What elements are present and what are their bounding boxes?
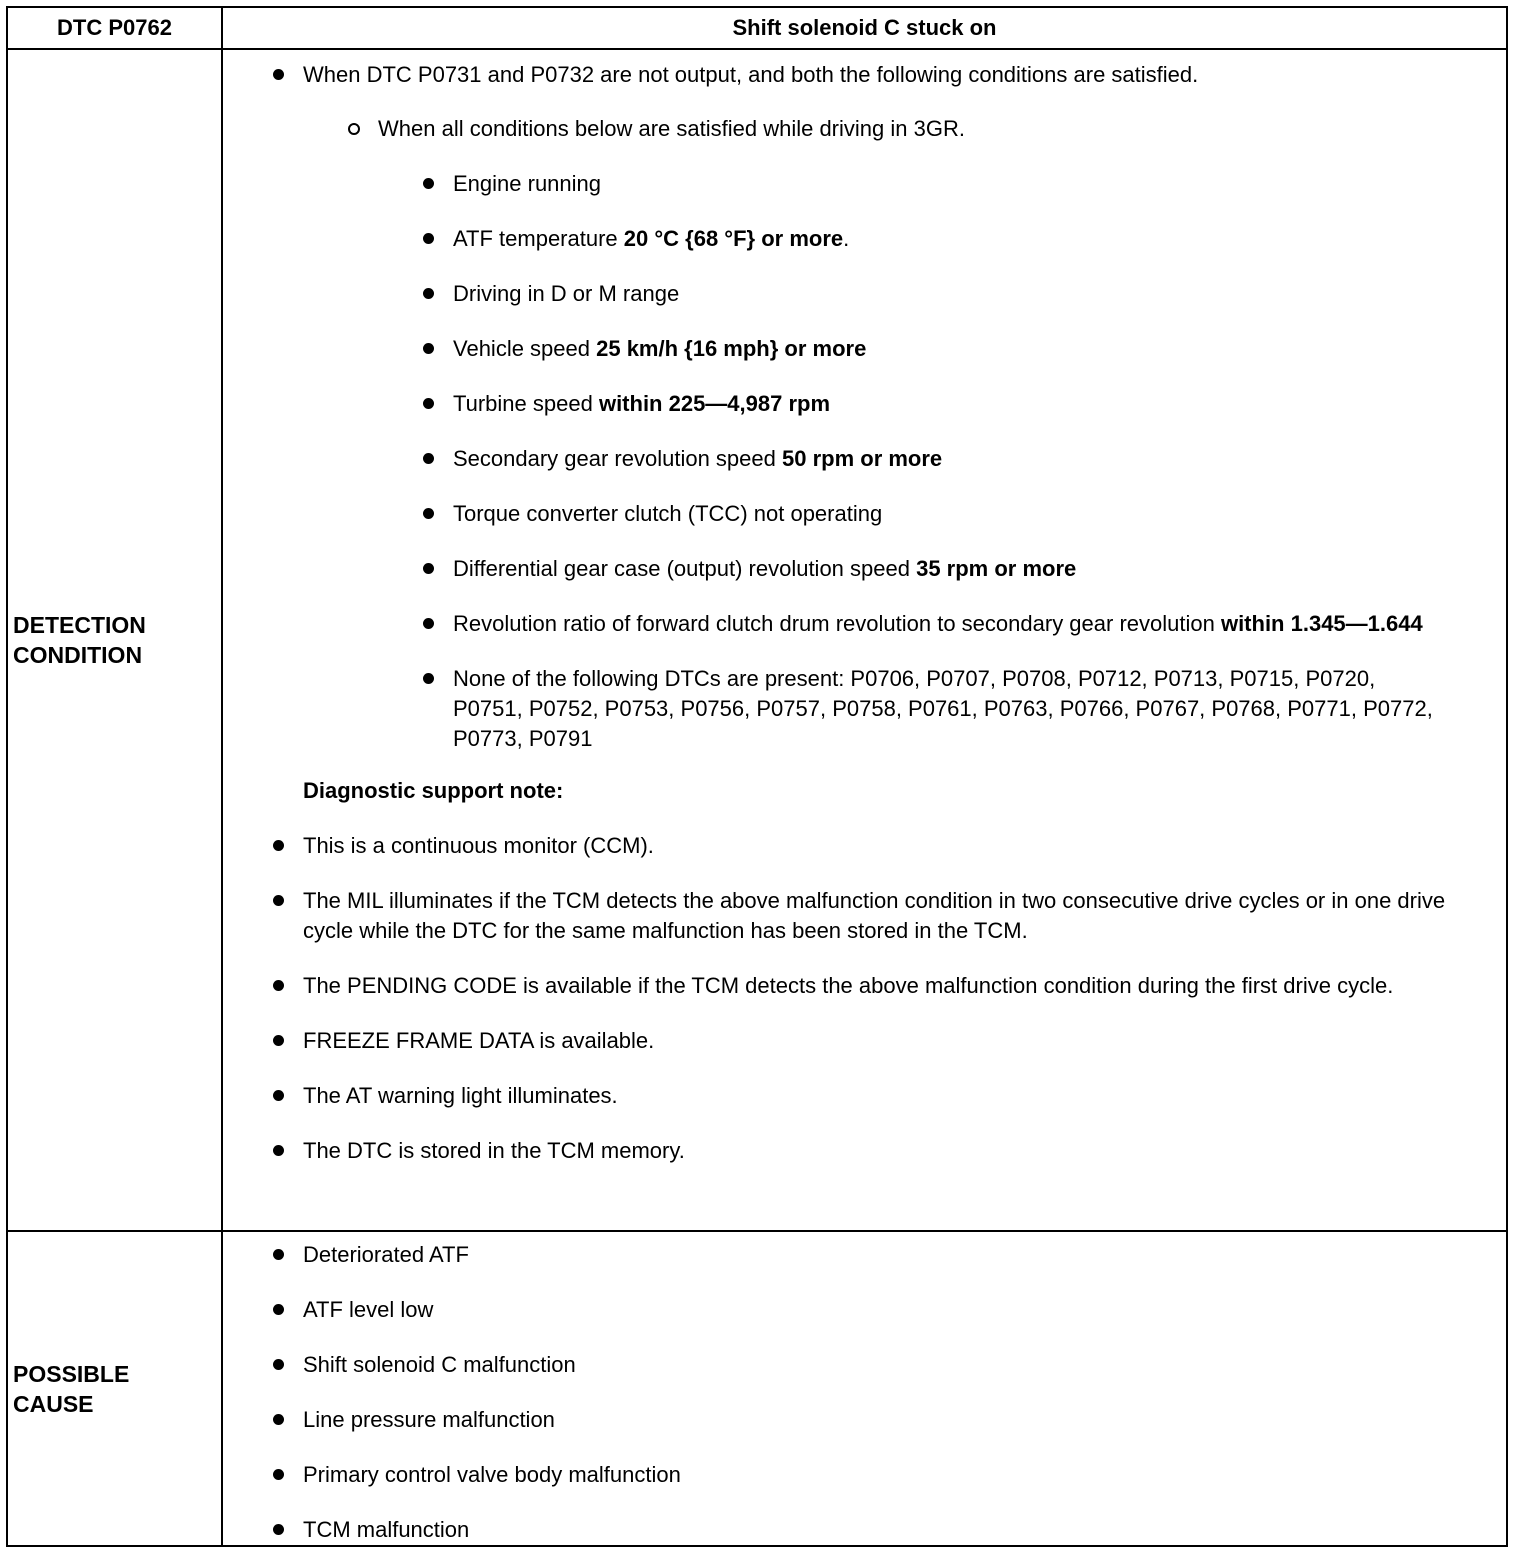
condition-text: Vehicle speed [453, 336, 597, 361]
cause-content [222, 1231, 1507, 1546]
condition-text: Revolution ratio of forward clutch drum revolution to secondary gear revolution [453, 611, 1221, 636]
bullet-icon [273, 69, 284, 80]
bullet-icon [273, 1469, 284, 1480]
bullet-icon [273, 840, 284, 851]
bullet-icon [273, 1145, 284, 1156]
cause-text: Deteriorated ATF [303, 1242, 469, 1267]
note-item [223, 1081, 1506, 1111]
cause-text: Line pressure malfunction [303, 1407, 555, 1432]
condition-text: ATF temperature [453, 226, 624, 251]
cause-label-line1: POSSIBLE [13, 1360, 130, 1387]
detection-content [222, 49, 1507, 1231]
note-item [223, 1136, 1506, 1166]
bullet-icon [423, 673, 434, 684]
cause-item [223, 1350, 1506, 1380]
support-note-heading [223, 776, 1506, 806]
cause-item [223, 1295, 1506, 1325]
bullet-icon [273, 895, 284, 906]
note-text: The PENDING CODE is available if the TCM detects the above malfunction condition during the first drive cycle. [303, 973, 1394, 998]
bullet-icon [273, 980, 284, 991]
condition-item [223, 169, 1506, 199]
note-item [223, 1026, 1506, 1056]
bullet-icon [423, 343, 434, 354]
bullet-icon [273, 1414, 284, 1425]
bullet-icon [273, 1249, 284, 1260]
bullet-icon [273, 1090, 284, 1101]
cause-text: ATF level low [303, 1297, 434, 1322]
dtc-code-cell [7, 7, 222, 49]
detection-label-line2: CONDITION [13, 642, 143, 668]
bullet-icon [423, 233, 434, 244]
condition-value: within 225—4,987 rpm [598, 391, 831, 416]
note-item [223, 971, 1506, 1001]
detection-sub-text: When all conditions below are satisfied while driving in 3GR. [378, 116, 965, 141]
condition-item [223, 664, 1506, 754]
bullet-icon [423, 563, 434, 574]
bullet-icon [273, 1524, 284, 1535]
detection-label [7, 49, 222, 1231]
cause-item [223, 1405, 1506, 1435]
cause-list [223, 1240, 1506, 1545]
cause-item [223, 1515, 1506, 1545]
bullet-icon [423, 453, 434, 464]
condition-item [223, 389, 1506, 419]
bullet-icon [273, 1035, 284, 1046]
cause-text: TCM malfunction [303, 1517, 470, 1542]
condition-item [223, 334, 1506, 364]
dtc-code: DTC P0762 [57, 15, 172, 40]
cause-row [7, 1231, 1507, 1546]
bullet-icon [423, 178, 434, 189]
detection-row [7, 49, 1507, 1231]
detection-main-item [223, 60, 1506, 90]
condition-value: 50 rpm or more [782, 446, 943, 471]
note-list [223, 831, 1506, 1166]
cause-label-line2: CAUSE [13, 1390, 94, 1417]
support-note-label: Diagnostic support note [303, 778, 556, 803]
condition-value: 25 km/h {16 mph} or more [596, 336, 867, 361]
condition-item [223, 224, 1506, 254]
cause-label [7, 1231, 222, 1546]
condition-text: Engine running [453, 171, 602, 196]
condition-text: None of the following DTCs are present: P0706, P0707, P0708, P0712, P0713, P0715, P0720, P0751, P0752, P0753, P0756, P0757, P0758, P0761, P0763, P0766, P0767, P0768, P0771, P0772, P0773, P0791 [453, 666, 1433, 751]
cause-item [223, 1240, 1506, 1270]
note-text: This is a continuous monitor (CCM). [303, 833, 654, 858]
condition-item [223, 499, 1506, 529]
condition-item [223, 444, 1506, 474]
cause-item [223, 1460, 1506, 1490]
condition-item [223, 279, 1506, 309]
dtc-table [6, 6, 1508, 1547]
condition-value: 20 °C {68 °F} or more [623, 226, 844, 251]
header-row [7, 7, 1507, 49]
bullet-icon [273, 1359, 284, 1370]
condition-list [223, 169, 1506, 754]
open-bullet-icon [348, 123, 360, 135]
bullet-icon [273, 1304, 284, 1315]
note-item [223, 831, 1506, 861]
condition-tail: . [843, 226, 850, 251]
detection-main-text: When DTC P0731 and P0732 are not output, and both the following conditions are satisfied. [303, 62, 1199, 87]
condition-text: Driving in D or M range [453, 281, 680, 306]
cause-text: Shift solenoid C malfunction [303, 1352, 576, 1377]
bullet-icon [423, 618, 434, 629]
note-text: The AT warning light illuminates. [303, 1083, 618, 1108]
condition-text: Turbine speed [453, 391, 599, 416]
condition-item [223, 554, 1506, 584]
condition-text: Secondary gear revolution speed [453, 446, 782, 471]
note-item [223, 886, 1506, 946]
cause-text: Primary control valve body malfunction [303, 1462, 681, 1487]
dtc-title: Shift solenoid C stuck on [732, 15, 997, 40]
note-text: FREEZE FRAME DATA is available. [303, 1028, 655, 1053]
condition-text: Torque converter clutch (TCC) not operating [453, 501, 883, 526]
condition-value: 35 rpm or more [916, 556, 1077, 581]
support-note-colon: : [556, 778, 564, 803]
note-text: The DTC is stored in the TCM memory. [303, 1138, 685, 1163]
bullet-icon [423, 288, 434, 299]
bullet-icon [423, 508, 434, 519]
bullet-icon [423, 398, 434, 409]
dtc-title-cell [222, 7, 1507, 49]
detection-sub-item [223, 114, 1506, 144]
note-text: The MIL illuminates if the TCM detects the above malfunction condition in two consecutive drive cycles or in one drive cycle while the DTC for the same malfunction has been stored in the TCM. [303, 888, 1446, 943]
condition-item [223, 609, 1506, 639]
condition-text: Differential gear case (output) revolution speed [453, 556, 917, 581]
condition-value: within 1.345—1.644 [1220, 611, 1423, 636]
detection-label-line1: DETECTION [13, 612, 146, 638]
